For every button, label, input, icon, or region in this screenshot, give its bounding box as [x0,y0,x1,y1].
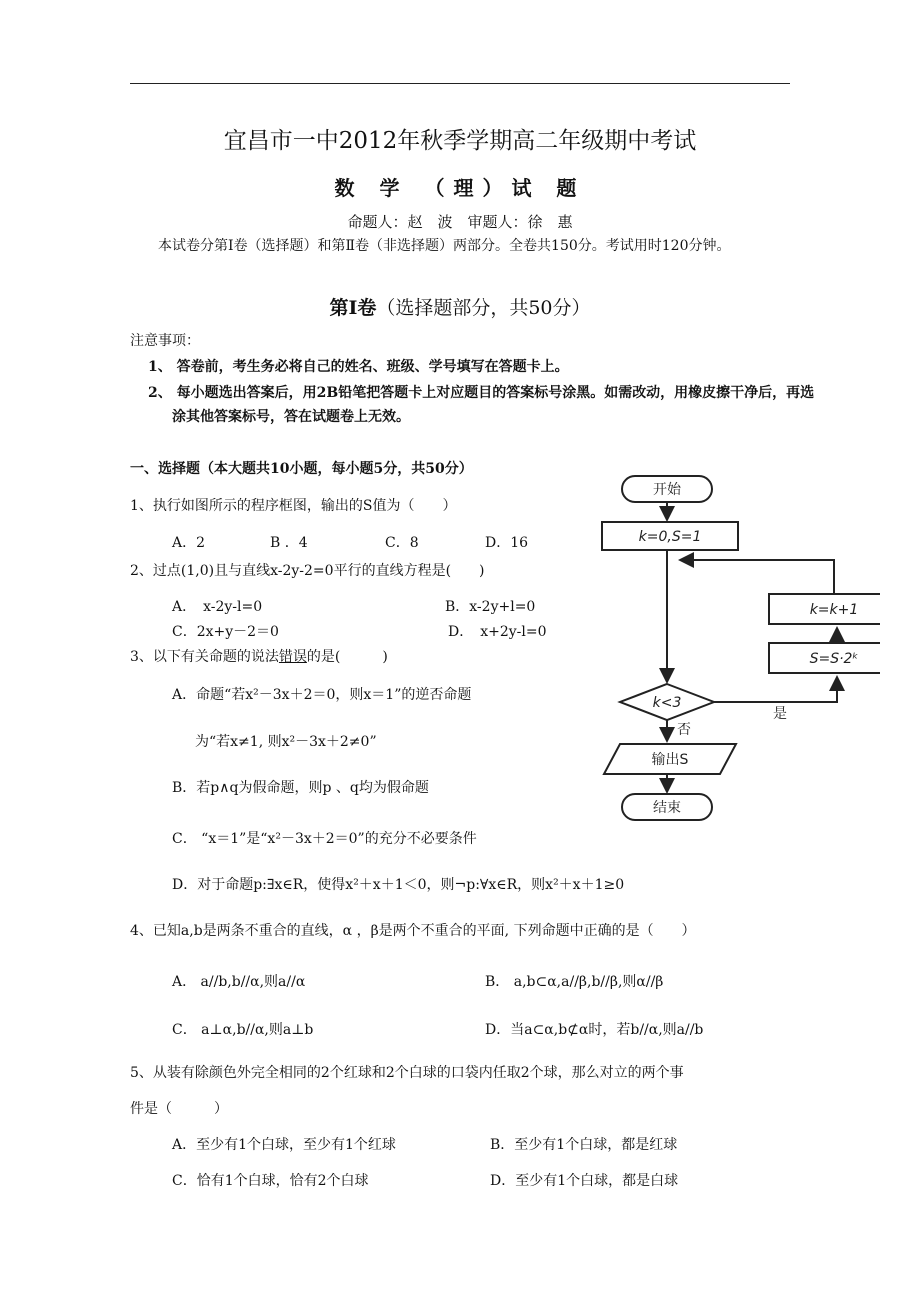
q3-stem-prefix: 3、以下有关命题的说法 [130,649,279,665]
flow-condition-label: k<3 [652,695,682,711]
q1-stem: 1、执行如图所示的程序框图，输出的S值为（ ） [130,498,457,514]
notes-label: 注意事项： [130,333,200,349]
q3-stem-emph: 错误 [278,649,307,665]
q4-option-c: C． a⊥α,b//α,则a⊥b [172,1022,314,1038]
q2-option-c: C．2x+y－2＝0 [172,624,279,640]
q5-option-c: C．恰有1个白球，恰有2个白球 [172,1173,369,1189]
flow-yes-label: 是 [773,706,787,722]
q4-option-a: A． a//b,b//α,则a//α [172,974,306,990]
q5-option-a: A．至少有1个白球，至少有1个红球 [172,1137,396,1153]
flow-end-label: 结束 [653,800,681,816]
q5-option-b: B．至少有1个白球，都是红球 [490,1137,678,1153]
flow-update-k-label: k=k+1 [809,602,859,618]
q1-option-a: A．2 [172,535,206,551]
flow-update-s-label: S=S·2ᵏ [809,651,859,667]
q3-option-d: D．对于命题p:∃x∈R，使得x²＋x＋1＜0，则¬p:∀x∈R，则x²＋x＋1≥0 [172,877,625,893]
q4-option-d: D．当a⊂α,b⊄α时，若b//α,则a//b [485,1022,704,1038]
q1-option-c: C．8 [385,535,419,551]
q2-option-d: D． x+2y-l=0 [448,624,547,640]
section-title-main: 第Ⅰ卷 [329,297,377,319]
q3-option-a-line1: A．命题“若x²－3x＋2＝0，则x＝1”的逆否命题 [172,687,472,703]
section-title-sub: （选择题部分，共50分） [376,297,591,319]
q2-stem: 2、过点(1,0)且与直线x-2y-2=0平行的直线方程是( ) [130,563,485,579]
q5-stem-line1: 5、从装有除颜色外完全相同的2个红球和2个白球的口袋内任取2个球，那么对立的两个事 [130,1065,684,1081]
q3-option-b: B．若p∧q为假命题，则p 、q均为假命题 [172,780,429,796]
q4-stem: 4、已知a,b是两条不重合的直线，α ，β是两个不重合的平面, 下列命题中正确的是（ ） [130,923,696,939]
q5-stem-line2: 件是（ ） [130,1101,228,1117]
q4-option-b: B． a,b⊂α,a//β,b//β,则α//β [485,974,664,990]
q3-option-c: C． “x＝1”是“x²－3x＋2＝0”的充分不必要条件 [172,831,477,847]
q3-stem [130,646,388,666]
q3-option-a-line2: 为“若x≠1, 则x²－3x＋2≠0” [195,734,377,750]
flow-arrow-loop [680,560,834,594]
flowchart [580,470,880,830]
q2-option-a: A． x-2y-l=0 [172,599,263,615]
q5-option-d: D．至少有1个白球，都是白球 [490,1173,679,1189]
section-title [0,293,920,320]
top-rule [130,83,790,84]
q3-stem-suffix: 的是( ) [306,649,388,665]
exam-title: 宜昌市一中2012年秋季学期高二年级期中考试 [223,128,697,154]
flow-start-label: 开始 [653,482,681,498]
q2-option-b: B．x-2y+l=0 [445,599,536,615]
flow-init-label: k=0,S=1 [638,529,702,545]
part-heading: 一、选择题（本大题共10小题，每小题5分，共50分） [130,461,473,477]
flow-no-label: 否 [677,722,691,738]
note-1: 1、 答卷前，考生务必将自己的姓名、班级、学号填写在答题卡上。 [148,359,569,375]
exam-authors: 命题人：赵 波 审题人：徐 惠 [347,213,573,231]
flow-arrow-yes [714,677,837,702]
exam-subtitle: 数 学 （理）试 题 [334,176,586,200]
flow-output-label: 输出S [651,752,689,768]
note-2: 2、 每小题选出答案后，用2B铅笔把答题卡上对应题目的答案标号涂黑。如需改动，用橡皮擦干净后，再选涂其他答案标号，答在试题卷上无效。 [148,385,815,425]
q1-option-b: B ．4 [270,535,308,551]
exam-intro: 本试卷分第Ⅰ卷（选择题）和第Ⅱ卷（非选择题）两部分。全卷共150分。考试用时120分钟。 [158,238,731,254]
q1-option-d: D．16 [485,535,529,551]
